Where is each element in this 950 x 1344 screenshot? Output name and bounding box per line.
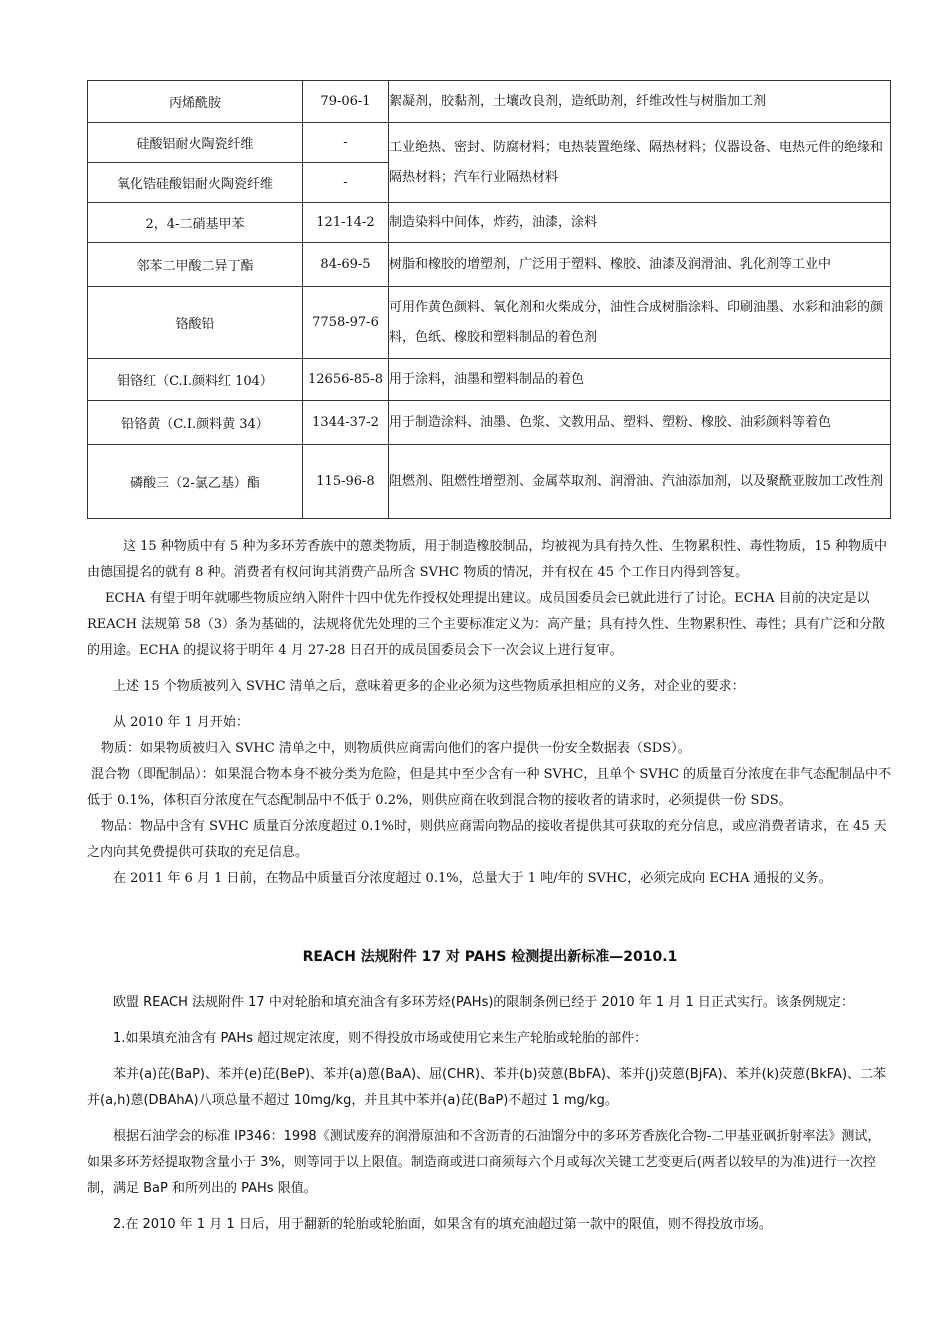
cas-number: 121-14-2 [303, 203, 389, 243]
substance-name: 丙烯酰胺 [88, 81, 303, 123]
pahs-section [87, 990, 893, 1238]
cas-number: - [303, 163, 389, 203]
substance-name: 邻苯二甲酸二异丁酯 [88, 243, 303, 287]
table-row [88, 243, 891, 287]
paragraph: ECHA 有望于明年就哪些物质应纳入附件十四中优先作授权处理提出建议。成员国委员会已就此进行了讨论。ECHA 目前的决定是以 REACH 法规第 58（3）条为基础的，法规将优先处理的三个主要标准定义为：高产量；具有持久性、生物累积性、毒性；具有广泛和分散的用途。ECHA 的提议将于明年 4 月 27-28 日召开的成员国委员会下一次会议上进行复审。 [87, 591, 886, 658]
cas-number: 12656-85-8 [303, 359, 389, 401]
substance-use: 可用作黄色颜料、氧化剂和火柴成分，油性合成树脂涂料、印刷油墨、水彩和油彩的颜料，色纸、橡胶和塑料制品的着色剂 [389, 287, 891, 359]
paragraph: 2.在 2010 年 1 月 1 日后，用于翻新的轮胎或轮胎面，如果含有的填充油超过第一款中的限值，则不得投放市场。 [113, 1217, 772, 1232]
paragraph: 苯并(a)芘(BaP)、苯并(e)芘(BeP)、苯并(a)蒽(BaA)、屈(CHR)、苯并(b)荧蒽(BbFA)、苯并(j)荧蒽(BjFA)、苯并(k)荧蒽(BkFA)、二苯并(a,h)蒽(DBAhA)八项总量不超过 10mg/kg，并且其中苯并(a)芘(BaP)不超过 1 mg/kg。 [87, 1067, 887, 1108]
substance-name: 铅铬黄（C.I.颜料黄 34） [88, 401, 303, 445]
cas-number: 1344-37-2 [303, 401, 389, 445]
substance-use: 树脂和橡胶的增塑剂，广泛用于塑料、橡胶、油漆及润滑油、乳化剂等工业中 [389, 243, 891, 287]
paragraph: 混合物（即配制品）：如果混合物本身不被分类为危险，但是其中至少含有一种 SVHC，且单个 SVHC 的质量百分浓度在非气态配制品中不低于 0.1%，体积百分浓度在气态配制品中不低于 0.2%，则供应商在收到混合物的接收者的请求时，必须提供一份 SDS。 [87, 767, 892, 808]
paragraph: 根据石油学会的标准 IP346：1998《测试废弃的润滑原油和不含沥青的石油馏分中的多环芳香族化合物-二甲基亚砜折射率法》测试，如果多环芳烃提取物含量小于 3%，则等同于以上限值。制造商或进口商须每六个月或每次关键工艺变更后(两者以较早的为准)进行一次控制，满足 BaP 和所列出的 PAHs 限值。 [87, 1129, 881, 1196]
substance-name: 2，4-二硝基甲苯 [88, 203, 303, 243]
paragraph: 这 15 种物质中有 5 种为多环芳香族中的蒽类物质，用于制造橡胶制品，均被视为具有持久性、生物累积性、毒性物质，15 种物质中由德国提名的就有 8 种。消费者有权问询其消费产品所含 SVHC 物质的情况，并有权在 45 个工作日内得到答复。 [87, 539, 888, 580]
svhc-substance-table [87, 80, 891, 519]
substance-use: 絮凝剂，胶黏剂，土壤改良剂，造纸助剂，纤维改性与树脂加工剂 [389, 81, 891, 123]
substance-use: 用于制造涂料、油墨、色浆、文教用品、塑料、塑粉、橡胶、油彩颜料等着色 [389, 401, 891, 445]
substance-use: 阻燃剂、阻燃性增塑剂、金属萃取剂、润滑油、汽油添加剂，以及聚酰亚胺加工改性剂 [389, 445, 891, 519]
paragraph: 上述 15 个物质被列入 SVHC 清单之后，意味着更多的企业必须为这些物质承担相应的义务，对企业的要求： [113, 679, 745, 694]
table-row [88, 81, 891, 123]
table-row [88, 287, 891, 359]
cas-number: 7758-97-6 [303, 287, 389, 359]
paragraph: 欧盟 REACH 法规附件 17 中对轮胎和填充油含有多环芳烃(PAHs)的限制条例已经于 2010 年 1 月 1 日正式实行。该条例规定： [113, 995, 854, 1010]
cas-number: 115-96-8 [303, 445, 389, 519]
table-row [88, 401, 891, 445]
section-heading: REACH 法规附件 17 对 PAHS 检测提出新标准—2010.1 [302, 949, 678, 965]
cas-number: 84-69-5 [303, 243, 389, 287]
paragraph: 物品：物品中含有 SVHC 质量百分浓度超过 0.1%时，则供应商需向物品的接收者提供其可获取的充分信息，或应消费者请求，在 45 天之内向其免费提供可获取的充足信息。 [87, 819, 887, 860]
svhc-obligations-section [87, 534, 893, 892]
substance-use: 用于涂料，油墨和塑料制品的着色 [389, 359, 891, 401]
table-row [88, 203, 891, 243]
substance-name: 氧化锆硅酸铝耐火陶瓷纤维 [88, 163, 303, 203]
substance-name: 磷酸三（2-氯乙基）酯 [88, 445, 303, 519]
table-row [88, 359, 891, 401]
substance-name: 铬酸铅 [88, 287, 303, 359]
substance-use: 工业绝热、密封、防腐材料；电热装置绝缘、隔热材料；仪器设备、电热元件的绝缘和隔热材料；汽车行业隔热材料 [389, 123, 891, 203]
paragraph: 从 2010 年 1 月开始： [113, 715, 249, 730]
paragraph: 物质：如果物质被归入 SVHC 清单之中，则物质供应商需向他们的客户提供一份安全数据表（SDS）。 [101, 741, 691, 756]
paragraph: 1.如果填充油含有 PAHs 超过规定浓度，则不得投放市场或使用它来生产轮胎或轮胎的部件： [113, 1031, 648, 1046]
table-row [88, 445, 891, 519]
substance-use: 制造染料中间体，炸药，油漆，涂料 [389, 203, 891, 243]
cas-number: - [303, 123, 389, 163]
paragraph: 在 2011 年 6 月 1 日前，在物品中质量百分浓度超过 0.1%，总量大于 1 吨/年的 SVHC，必须完成向 ECHA 通报的义务。 [113, 871, 832, 886]
cas-number: 79-06-1 [303, 81, 389, 123]
table-row [88, 123, 891, 163]
substance-name: 硅酸铝耐火陶瓷纤维 [88, 123, 303, 163]
substance-name: 钼铬红（C.I.颜料红 104） [88, 359, 303, 401]
